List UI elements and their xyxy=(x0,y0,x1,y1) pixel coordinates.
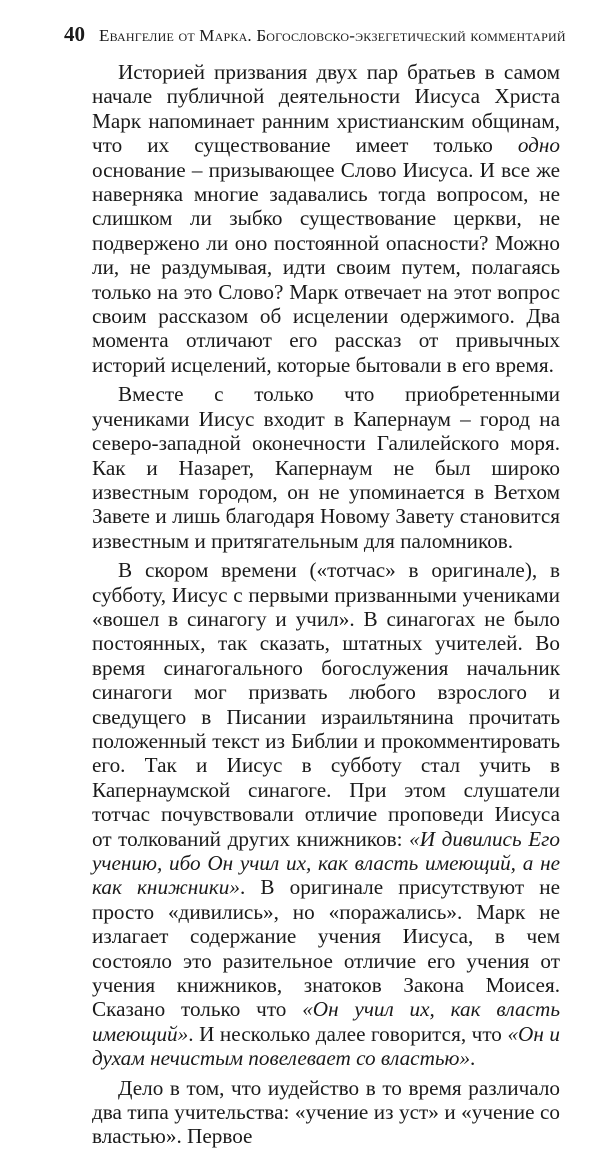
running-header xyxy=(64,22,566,46)
text-run: В скором времени («тотчас» в оригинале), в субботу, Иисус с первыми призванными учениками «вошел в синагогу и учил». В синагогах не было постоянных, так сказать, штатных учителей. Во время синагогального богослужения начальник синагоги мог призвать любого взрослого и сведущего в Писании израильтянина прочитать положенный текст из Библии и прокомментировать его. Так и Иисус в субботу стал учить в Капернаумской синагоге. При этом слушатели тотчас почувствовали отличие проповеди Иисуса от толкований других книжников: xyxy=(92,558,560,851)
text-body xyxy=(92,60,560,1154)
text-run: основание – призывающее Слово Иисуса. И все же наверняка многие задавались тогда вопросом, не слишком ли зыбко существование церкви, не подвержено ли оно постоянной опасности? Можно ли, не раздумывая, идти своим путем, полагаясь только на это Слово? Марк отвечает на этот вопрос своим рассказом об исцелении одержимого. Два момента отличают его рассказ от привычных историй исцелений, которые бытовали в его время. xyxy=(92,157,560,377)
text-run: . В оригинале присутствуют не просто «дивились», но «поражались». Марк не излагает содержание учения Иисуса, в чем состояло это разительное отличие его учения от учения книжников, знатоков Закона Моисея. Сказано только что xyxy=(92,875,560,1022)
paragraph xyxy=(92,558,560,1071)
paragraph xyxy=(92,1076,560,1149)
page-number: 40 xyxy=(64,22,85,46)
text-run: Вместе с только что приобретенными учениками Иисус входит в Капернаум – город на северо-западной оконечности Галилейского моря. Как и Назарет, Капернаум не был широко известным городом, он не упоминается в Ветхом Завете и лишь благодаря Новому Завету становится известным и притягательным для паломников. xyxy=(92,382,560,553)
text-run: Дело в том, что иудейство в то время различало два типа учительства: «учение из уст» и «учение со властью». Первое xyxy=(92,1075,560,1149)
text-run: . И несколько далее говорится, что xyxy=(188,1021,508,1046)
italic-quote: «Он учил их, как власть имеющий» xyxy=(92,997,560,1046)
italic-quote: одно xyxy=(517,133,560,158)
italic-quote: «И дивились Его учению, ибо Он учил их, как власть имеющий, а не как книжники» xyxy=(92,826,560,900)
text-run: . xyxy=(470,1046,476,1071)
italic-quote: «Он и духам нечистым повелевает со властью» xyxy=(92,1021,560,1071)
paragraph xyxy=(92,382,560,553)
text-run: Историей призвания двух пар братьев в самом начале публичной деятельности Иисуса Христа Марк напоминает ранним христианским общинам, что их существование имеет только xyxy=(92,60,560,158)
paragraph xyxy=(92,60,560,377)
running-title: Евангелие от Марка. Богословско-экзегетический комментарий xyxy=(99,26,566,45)
